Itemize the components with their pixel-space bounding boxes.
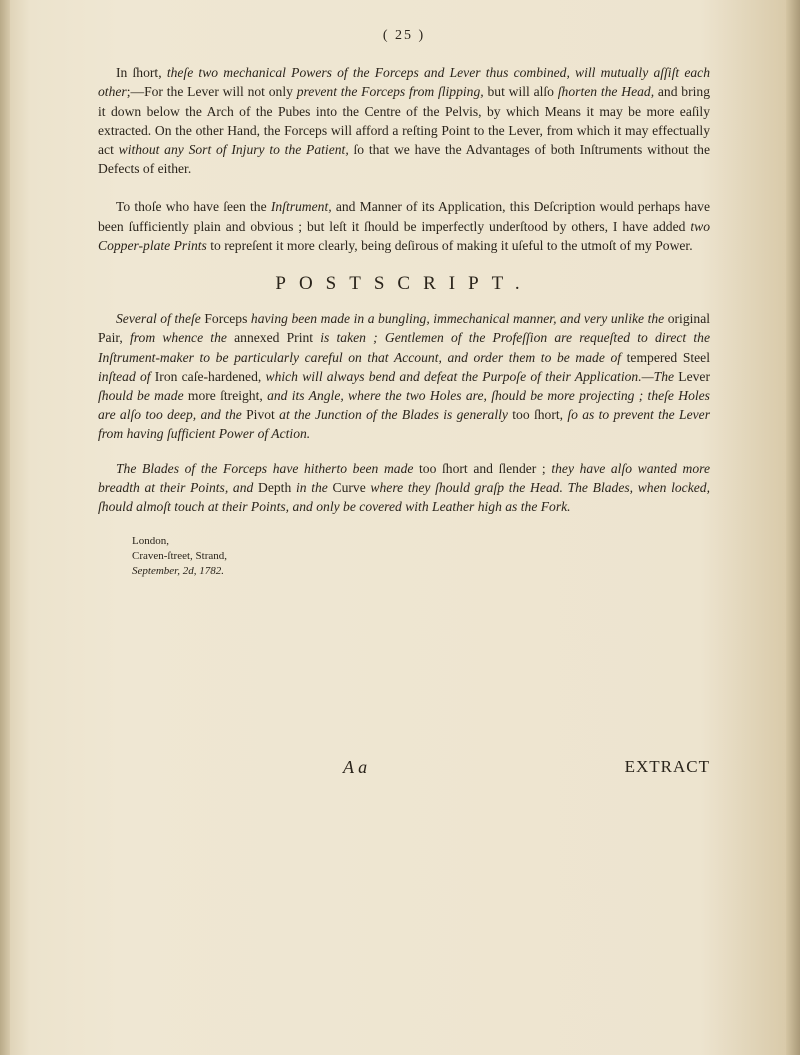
text-run: Pivot [246, 407, 275, 423]
signature-city: London, [132, 535, 169, 548]
text-run: having been made in a bungling, immechanical manner, and very unlike the [247, 311, 668, 327]
text-run: tempered Steel [626, 349, 710, 365]
text-run: is taken ; Gentlemen of the Profeſſion are requeſted to direct the Inſtrument-maker to be particularly careful on that Account, and order them to be made of [98, 330, 711, 365]
page-left-edge [0, 0, 10, 1055]
text-run: in the [291, 479, 333, 495]
page-footer [98, 757, 710, 779]
text-run: at the Junction of the Blades is generally [274, 407, 513, 423]
text-run: annexed Print [234, 330, 314, 346]
text-run: two Copper-plate Prints [98, 218, 710, 253]
text-run: Several of theſe [116, 311, 205, 327]
text-run: The Blades of the Forceps have hitherto been made [116, 460, 420, 476]
page-number: ( 25 ) [382, 28, 426, 43]
text-run: Forceps [204, 311, 248, 327]
postscript-paragraph-1 [98, 309, 710, 443]
text-run: which will always bend and defeat the Purpoſe of their Application.—The [261, 368, 679, 384]
text-run: from whence the [122, 330, 235, 346]
postscript-heading: POSTSCRIPT. [275, 273, 533, 295]
text-run: Inſtrument, [270, 199, 332, 215]
text-run: too ſhort, [512, 407, 564, 423]
text-run: and Manner of its Application, this Deſcription would perhaps have been ſufficiently plain and obvious ; but leſt it ſhould be imperfectly underſtood by others, I have added [98, 199, 710, 234]
text-run: theſe two mechanical Powers of the Forceps and Lever thus combined, will mutually aſſiſt each other [98, 65, 710, 100]
signature-mark: A a [343, 757, 368, 777]
page-right-edge [786, 0, 800, 1055]
text-run: prevent the Forceps from ſlipping, [296, 84, 484, 100]
text-run: and its Angle, where the two Holes are, ſhould be more projecting ; theſe Holes are alſo too deep, and the [98, 388, 710, 423]
text-run: too ſhort and ſlender ; [419, 460, 546, 476]
text-run: ſhorten the Head, [557, 84, 655, 100]
catchword: EXTRACT [624, 757, 710, 776]
signature-street: Craven-ſtreet, Strand, [132, 550, 227, 563]
text-run: to repreſent it more clearly, being deſirous of making it uſeful to the utmoſt of my Power. [206, 237, 693, 253]
text-run: inſtead of [98, 368, 155, 384]
text-run: ;—For the Lever will not only [126, 84, 297, 100]
text-run: To thoſe who have ſeen the [116, 199, 271, 215]
text-run: they have alſo wanted more breadth at their Points, and [98, 460, 710, 495]
signature-block [132, 534, 710, 579]
paragraph-2 [98, 197, 710, 255]
paragraph-1 [98, 63, 710, 178]
text-run: ſhould be made [98, 388, 188, 404]
signature-date: September, 2d, 1782. [132, 565, 224, 578]
text-run: but will alſo [483, 84, 558, 100]
text-run: Lever [678, 368, 710, 384]
text-run: Depth [258, 479, 292, 495]
text-column [98, 26, 710, 579]
text-run: Iron caſe-hardened, [154, 368, 262, 384]
text-run: Curve [332, 479, 366, 495]
postscript-paragraph-2 [98, 459, 710, 517]
text-run: where they ſhould graſp the Head. The Blades, when locked, ſhould almoſt touch at their Points, and only be covered with Leather high as the Fork. [98, 479, 710, 515]
text-run: and bring it down below the Arch of the Pubes into the Centre of the Pelvis, by which Means it may be more eaſily extracted. On the other Hand, the Forceps will afford a reſting Point to the Lever, from which it may effectually act [98, 84, 711, 158]
text-run: ſo as to prevent the Lever from having ſufficient Power of Action. [98, 407, 710, 442]
text-run: without any Sort of Injury to the Patient, [118, 142, 349, 158]
text-run: original Pair, [98, 311, 711, 346]
text-run: In ſhort, [116, 65, 167, 81]
text-run: ſo that we have the Advantages of both Inſtruments without the Defects of either. [98, 142, 710, 177]
text-run: more ſtreight, [187, 388, 263, 404]
